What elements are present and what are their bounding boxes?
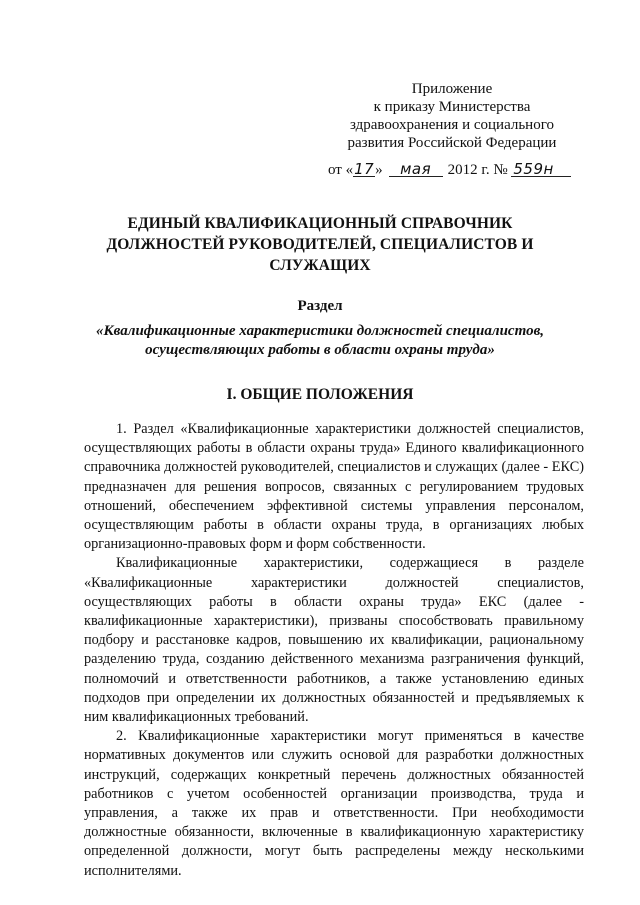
annex-line-2: к приказу Министерства [373, 99, 531, 115]
order-month-handwritten: мая [389, 162, 443, 177]
title-line-1: ЕДИНЫЙ КВАЛИФИКАЦИОННЫЙ СПРАВОЧНИК [127, 215, 513, 232]
document-title [60, 213, 580, 276]
section-name [60, 322, 580, 360]
section-name-line-1: «Квалификационные характеристики должностей специалистов, [95, 323, 545, 339]
paragraph-1: 1. Раздел «Квалификационные характеристики должностей специалистов, осуществляющих работы в области охраны труда» Единого квалификационного справочника должностей руководителей, специалистов и служащих (далее - ЕКС) предназначен для решения вопросов, связанных с регулированием трудовых отношений, обеспечением эффективной системы управления персоналом, осуществляющим работы в области охраны труда, в организациях любых организационно-правовых форм и форм собственности. [84, 421, 584, 553]
order-number-handwritten: 559н [511, 162, 571, 177]
annex-line-1: Приложение [411, 81, 493, 97]
section-label: Раздел [297, 298, 343, 314]
order-prefix: от « [328, 162, 354, 178]
paragraph-3: 2. Квалификационные характеристики могут применяться в качестве нормативных документов или служить основой для разработки должностных инструкций, содержащих конкретный перечень должностных обязанностей работников с учетом особенностей организации производства, труда и управления, а также их прав и ответственности. При необходимости должностные обязанности, включенные в квалификационную характеристику определенной должности, могут быть распределены между несколькими исполнителями. [84, 728, 584, 879]
order-day-handwritten: 17 [354, 160, 375, 178]
body-text [84, 420, 584, 881]
title-line-3: СЛУЖАЩИХ [269, 257, 371, 274]
order-date-number [328, 160, 571, 180]
annex-block [332, 80, 572, 152]
title-line-2: ДОЛЖНОСТЕЙ РУКОВОДИТЕЛЕЙ, СПЕЦИАЛИСТОВ И [106, 236, 534, 253]
order-year-text: 2012 г. № [447, 162, 508, 178]
annex-line-3: здравоохранения и социального [349, 117, 554, 133]
section-name-line-2: осуществляющих работы в области охраны труда» [145, 342, 495, 358]
chapter-heading: I. ОБЩИЕ ПОЛОЖЕНИЯ [226, 386, 414, 403]
order-quote-close: » [375, 162, 383, 178]
paragraph-2: Квалификационные характеристики, содержащиеся в разделе «Квалификационные характеристики должностей специалистов, осуществляющих работы в области охраны труда» ЕКС (далее - квалификационные характеристики), призваны способствовать правильному подбору и расстановке кадров, повышению их квалификации, рациональному разделению труда, созданию действенного механизма разграничения функций, полномочий и ответственности работников, а также установлению единых подходов при определении их должностных обязанностей и предъявляемых к ним квалификационных требований. [84, 555, 584, 726]
annex-line-4: развития Российской Федерации [347, 135, 557, 151]
